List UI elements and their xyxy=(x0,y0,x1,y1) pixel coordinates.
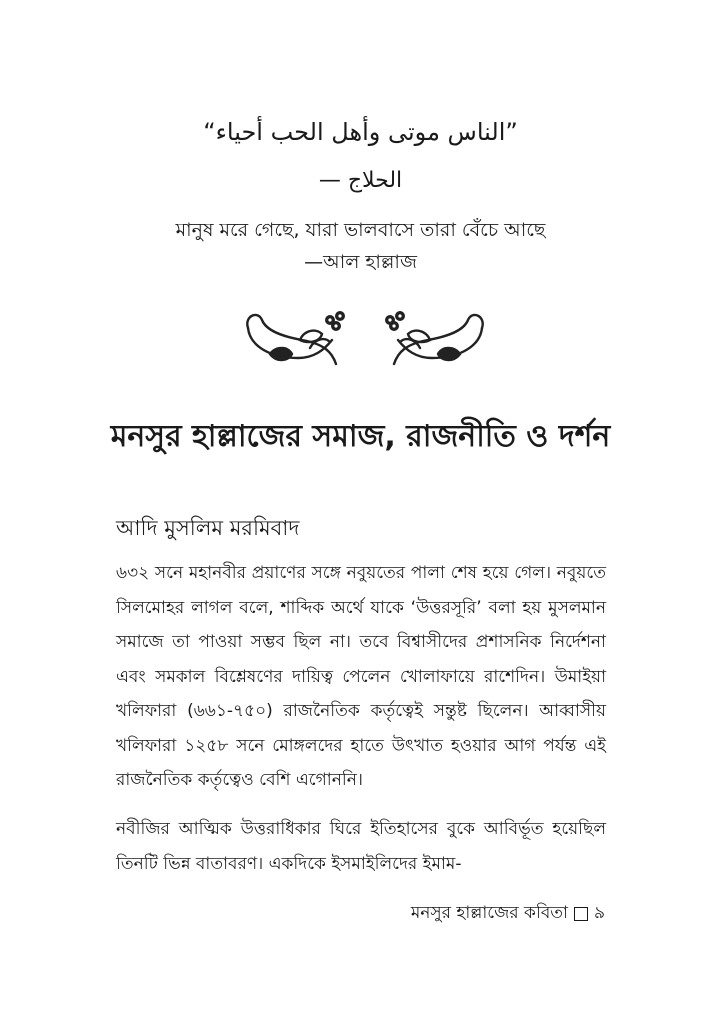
square-icon xyxy=(574,907,588,921)
chapter-title: মনসুর হাল্লাজের সমাজ, রাজনীতি ও দর্শন xyxy=(110,419,611,454)
page-number: ৯ xyxy=(593,903,605,923)
body-paragraph: নবীজির আত্মিক উত্তরাধিকার ঘিরে ইতিহাসের বুকে আবির্ভূত হয়েছিল তিনটি ভিন্ন বাতাবরণ। একদিকে ইসমাইলিদের ইমাম- xyxy=(116,819,606,874)
page-footer xyxy=(411,900,605,928)
arabic-epigraph-author: الحلاج — xyxy=(318,168,403,193)
arabic-epigraph: ”الناس موتى وأهل الحب أحياء“ xyxy=(203,118,518,146)
body-paragraph: ৬৩২ সনে মহানবীর প্রয়াণের সঙ্গে নবুয়তের পালা শেষ হয়ে গেল। নবুয়তে সিলমোহর লাগল বলে, শাব্দিক অর্থে যাকে ‘উত্তরসূরি’ বলা হয় মুসলমান সমাজে তা পাওয়া সম্ভব ছিল না। তবে বিশ্বাসীদের প্রশাসনিক নির্দেশনা এবং সমকাল বিশ্লেষণের দায়িত্ব পেলেন খোলাফায়ে রাশেদিন। উমাইয়া খলিফারা (৬৬১-৭৫০) রাজনৈতিক কর্তৃত্বেই সন্তুষ্ট ছিলেন। আব্বাসীয় খলিফারা ১২৫৮ সনে মোঙ্গলদের হাতে উৎখাত হওয়ার আগ পর্যন্ত এই রাজনৈতিক কর্তৃত্বেও বেশি এগোননি। xyxy=(116,563,606,790)
bengali-epigraph-author: —আল হাল্লাজ xyxy=(304,251,417,273)
floral-divider-icon xyxy=(240,306,490,378)
running-title: মনসুর হাল্লাজের কবিতা xyxy=(410,903,568,923)
bengali-epigraph: মানুষ মরে গেছে, যারা ভালবাসে তারা বেঁচে আছে xyxy=(175,219,546,241)
section-heading: আদি মুসলিম মরমিবাদ xyxy=(116,516,300,540)
